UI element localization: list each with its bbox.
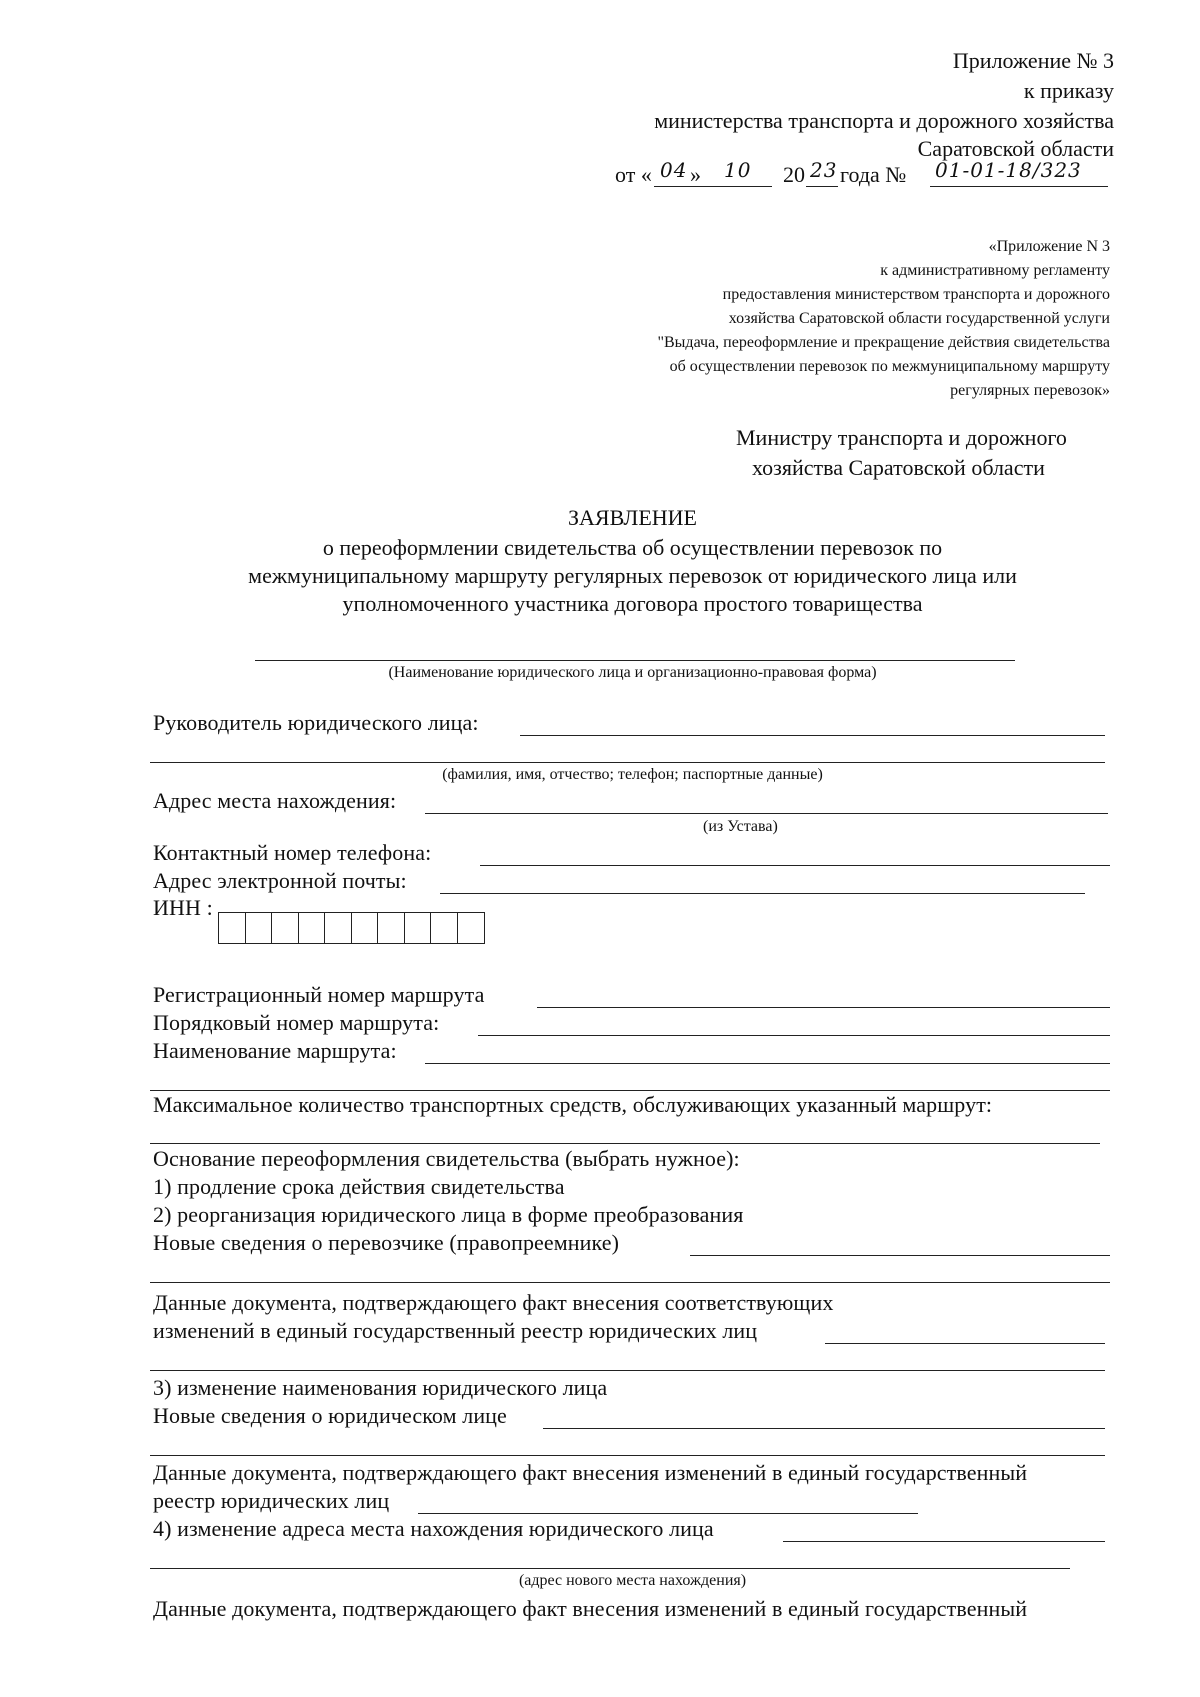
order-date-month: 10 — [724, 158, 752, 182]
option-1[interactable]: 1) продление срока действия свидетельства — [153, 1174, 565, 1199]
max-vehicles-label: Максимальное количество транспортных средств, обслуживающих указанный маршрут: — [153, 1092, 993, 1117]
inn-cell[interactable] — [219, 913, 246, 943]
regulation-line2: к административному регламенту — [880, 262, 1110, 279]
inn-cell[interactable] — [325, 913, 352, 943]
new-address-caption: (адрес нового места нахождения) — [518, 1572, 747, 1589]
head-caption: (фамилия, имя, отчество; телефон; паспортные данные) — [442, 766, 823, 783]
inn-cell[interactable] — [405, 913, 432, 943]
order-number-line — [930, 186, 1108, 187]
addressee-line2: хозяйства Саратовской области — [752, 455, 1045, 480]
new-entity-line2[interactable] — [150, 1455, 1105, 1456]
doc-data1-field1[interactable] — [825, 1343, 1105, 1344]
doc-data2-line2: реестр юридических лиц — [153, 1488, 390, 1513]
new-entity-line1[interactable] — [543, 1428, 1105, 1429]
route-seq-label: Порядковый номер маршрута: — [153, 1010, 440, 1035]
order-header-line1: Приложение № 3 — [952, 48, 1114, 73]
doc-data1-field2[interactable] — [150, 1370, 1105, 1371]
inn-cell[interactable] — [431, 913, 458, 943]
order-date-line — [654, 186, 772, 187]
order-header-line2: к приказу — [1023, 78, 1114, 103]
title-sub3: уполномоченного участника договора простого товарищества — [342, 591, 923, 616]
new-carrier-line1[interactable] — [690, 1255, 1110, 1256]
doc-data3-line1: Данные документа, подтверждающего факт внесения изменений в единый государственный — [153, 1596, 1028, 1621]
address-caption: (из Устава) — [703, 818, 778, 835]
regulation-line5: "Выдача, переоформление и прекращение действия свидетельства — [657, 334, 1110, 351]
order-date-year-prefix: 20 — [783, 162, 805, 187]
order-date-mid: » — [690, 162, 701, 187]
route-reg-label: Регистрационный номер маршрута — [153, 982, 485, 1007]
new-address-line1[interactable] — [783, 1541, 1105, 1542]
max-vehicles-line[interactable] — [150, 1143, 1100, 1144]
basis-label: Основание переоформления свидетельства (выбрать нужное): — [153, 1146, 740, 1171]
option-4[interactable]: 4) изменение адреса места нахождения юридического лица — [153, 1516, 714, 1541]
regulation-line3: предоставления министерством транспорта и дорожного — [722, 286, 1110, 303]
new-carrier-label: Новые сведения о перевозчике (правопреемнике) — [153, 1230, 620, 1255]
option-3[interactable]: 3) изменение наименования юридического лица — [153, 1375, 608, 1400]
title-sub2: межмуниципальному маршруту регулярных перевозок от юридического лица или — [248, 563, 1017, 588]
regulation-line6: об осуществлении перевозок по межмуниципальному маршруту — [669, 358, 1110, 375]
regulation-line4: хозяйства Саратовской области государственной услуги — [728, 310, 1110, 327]
order-date-year: 23 — [810, 158, 838, 182]
new-carrier-line2[interactable] — [150, 1282, 1110, 1283]
new-address-line2[interactable] — [150, 1568, 1070, 1569]
phone-label: Контактный номер телефона: — [153, 840, 432, 865]
title-sub1: о переоформлении свидетельства об осуществлении перевозок по — [322, 535, 943, 560]
inn-label: ИНН : — [153, 895, 213, 920]
doc-data2-line1: Данные документа, подтверждающего факт внесения изменений в единый государственный — [153, 1460, 1028, 1485]
route-seq-line[interactable] — [478, 1035, 1110, 1036]
org-name-caption: (Наименование юридического лица и организационно-правовая форма) — [388, 664, 877, 681]
head-line1[interactable] — [520, 735, 1105, 736]
doc-data2-field[interactable] — [418, 1513, 918, 1514]
inn-cell[interactable] — [352, 913, 379, 943]
inn-cell[interactable] — [378, 913, 405, 943]
order-date-suffix: года № — [840, 162, 907, 187]
inn-input-grid[interactable] — [218, 912, 485, 944]
doc-data1-line2: изменений в единый государственный реестр юридических лиц — [153, 1318, 758, 1343]
route-name-line2[interactable] — [150, 1090, 1110, 1091]
regulation-line1: «Приложение N 3 — [988, 238, 1110, 255]
new-entity-label: Новые сведения о юридическом лице — [153, 1403, 507, 1428]
route-reg-line[interactable] — [537, 1007, 1110, 1008]
phone-line[interactable] — [480, 865, 1110, 866]
order-year-line — [806, 186, 838, 187]
order-number: 01-01-18/323 — [935, 158, 1082, 182]
route-name-line1[interactable] — [425, 1063, 1110, 1064]
inn-cell[interactable] — [272, 913, 299, 943]
doc-data1-line1: Данные документа, подтверждающего факт внесения соответствующих — [153, 1290, 834, 1315]
email-line[interactable] — [440, 893, 1085, 894]
order-date-prefix: от « — [615, 162, 652, 187]
head-label: Руководитель юридического лица: — [153, 710, 479, 735]
option-2[interactable]: 2) реорганизация юридического лица в форме преобразования — [153, 1202, 744, 1227]
title-main: ЗАЯВЛЕНИЕ — [568, 505, 697, 530]
inn-cell[interactable] — [458, 913, 485, 943]
addressee-line1: Министру транспорта и дорожного — [736, 425, 1067, 450]
head-line2[interactable] — [150, 762, 1105, 763]
regulation-line7: регулярных перевозок» — [950, 382, 1110, 399]
email-label: Адрес электронной почты: — [153, 868, 407, 893]
order-date-day: 04 — [660, 158, 688, 182]
inn-cell[interactable] — [299, 913, 326, 943]
address-line[interactable] — [425, 813, 1108, 814]
route-name-label: Наименование маршрута: — [153, 1038, 397, 1063]
org-name-line[interactable] — [255, 660, 1015, 661]
order-header-line3: министерства транспорта и дорожного хозяйства — [654, 108, 1114, 133]
address-label: Адрес места нахождения: — [153, 788, 397, 813]
order-header-line4: Саратовской области — [917, 136, 1114, 161]
inn-cell[interactable] — [246, 913, 273, 943]
